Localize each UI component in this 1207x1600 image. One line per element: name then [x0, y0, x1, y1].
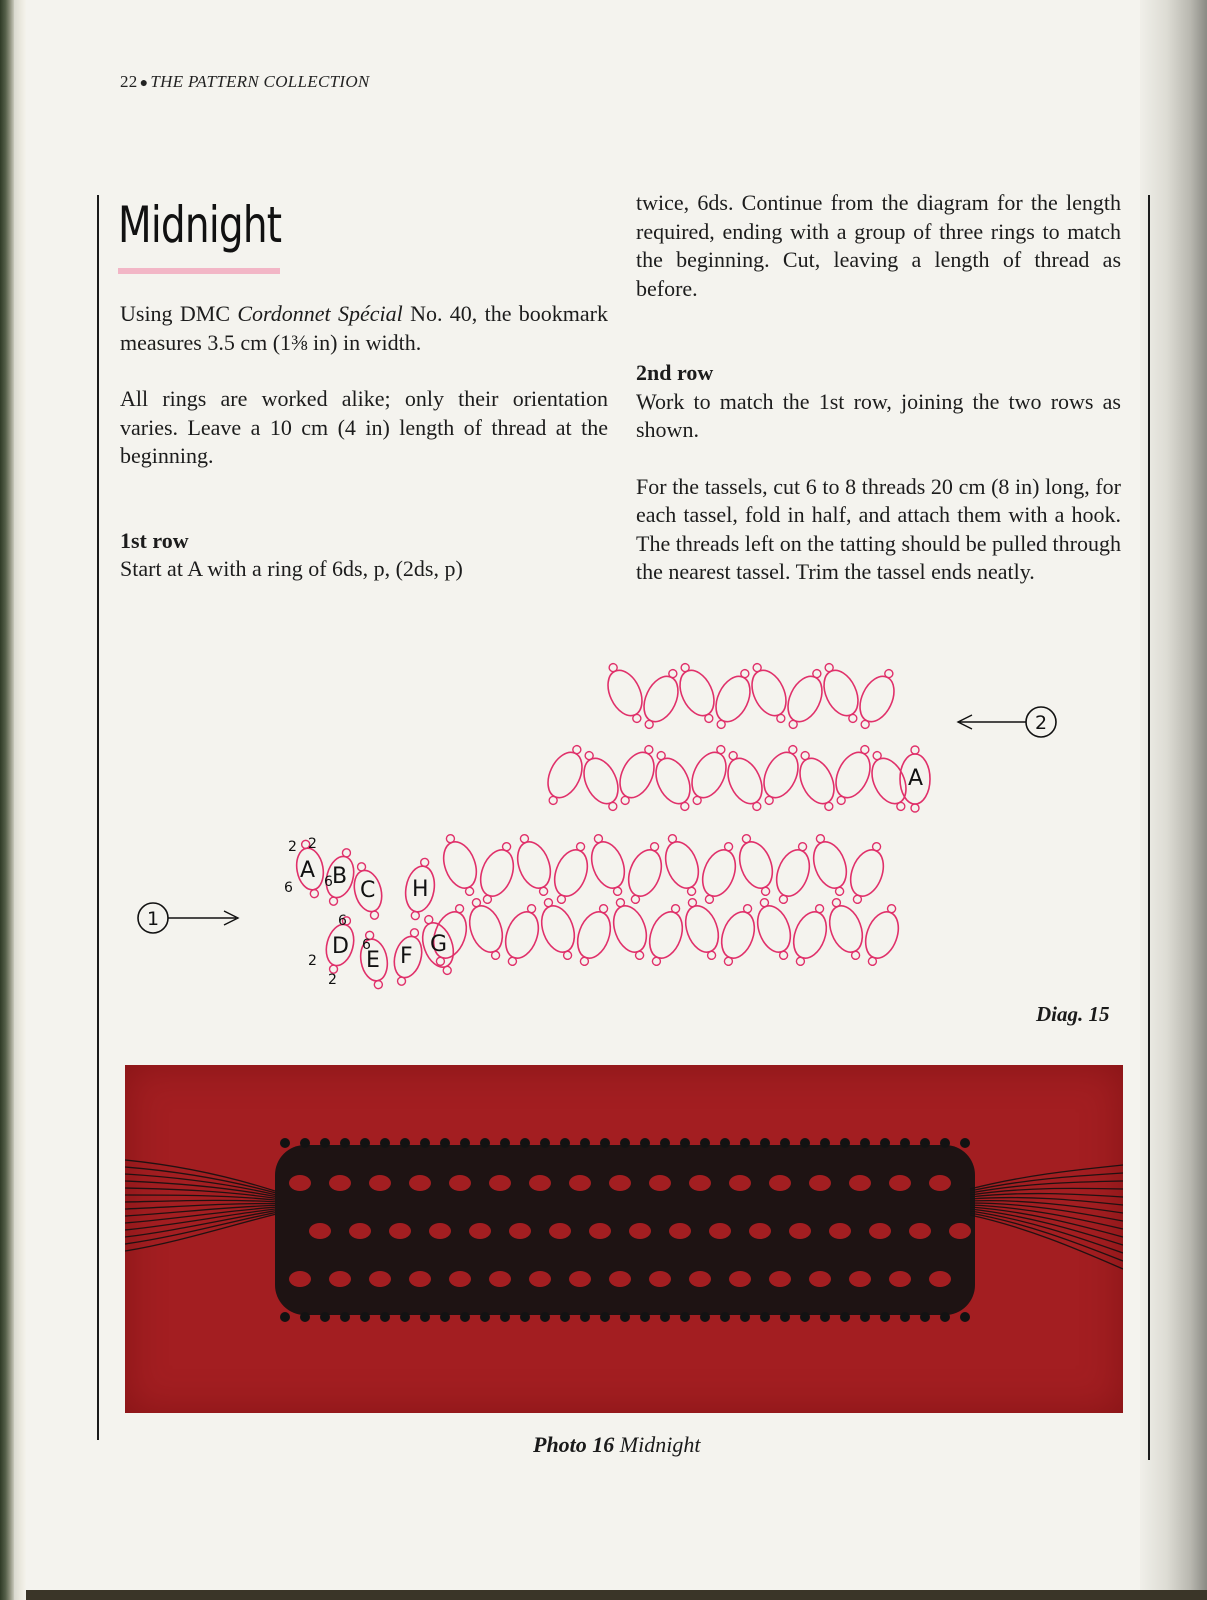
row1-text: Start at A with a ring of 6ds, p, (2ds, p)	[120, 556, 463, 581]
lace-picot	[900, 1138, 910, 1148]
lace-picot	[300, 1312, 310, 1322]
lace-hole	[409, 1175, 431, 1191]
diagram-ring-21	[749, 894, 799, 964]
page-number: 22	[120, 72, 138, 91]
lace-picot	[960, 1312, 970, 1322]
lace-picot	[420, 1138, 430, 1148]
lace-hole	[889, 1175, 911, 1191]
diagram-ring-24	[857, 900, 907, 970]
lace-hole	[769, 1175, 791, 1191]
lace-hole	[929, 1175, 951, 1191]
lace-hole	[489, 1271, 511, 1287]
diagram-rings	[292, 658, 930, 991]
diagram-ring-10	[805, 830, 855, 900]
title-underline-bar	[118, 268, 280, 274]
tatting-diagram	[120, 655, 1140, 1040]
diagram-ring-8	[731, 830, 781, 900]
lace-picot	[680, 1138, 690, 1148]
diagram-ring-16	[569, 900, 619, 970]
lace-picot	[820, 1312, 830, 1322]
lace-picot	[580, 1138, 590, 1148]
lace-hole	[349, 1223, 371, 1239]
lace-hole	[289, 1175, 311, 1191]
lace-hole	[849, 1175, 871, 1191]
bullet-icon: ●	[139, 76, 149, 91]
lace-picot	[660, 1138, 670, 1148]
lace-picot	[940, 1312, 950, 1322]
stitch-count-4: 6	[324, 874, 333, 890]
caption-number: Photo 16	[533, 1432, 615, 1457]
diagram-ring-9	[768, 838, 818, 908]
lace-hole	[829, 1223, 851, 1239]
stitch-count-3: 6	[284, 880, 293, 896]
ring-label-g: G	[430, 932, 448, 957]
lace-picot	[340, 1312, 350, 1322]
lace-picot	[920, 1312, 930, 1322]
section-title: THE PATTERN COLLECTION	[150, 72, 370, 91]
lace-picot	[860, 1312, 870, 1322]
intro-thread-name: Cordonnet Spécial	[237, 301, 403, 326]
lace-picot	[800, 1312, 810, 1322]
lace-hole	[449, 1271, 471, 1287]
photo-caption	[533, 1432, 700, 1458]
lace-picot	[940, 1138, 950, 1148]
ring-label-a: A	[300, 858, 316, 883]
lace-hole	[629, 1223, 651, 1239]
lace-hole	[709, 1223, 731, 1239]
lace-hole	[409, 1271, 431, 1287]
lace-picot	[560, 1312, 570, 1322]
lace-picot	[300, 1138, 310, 1148]
diagram-ring-17	[605, 894, 655, 964]
lace-picot	[580, 1312, 590, 1322]
tassel-thread-left	[125, 1209, 275, 1230]
row-1-marker-label: 1	[146, 908, 160, 930]
lace-picot	[380, 1312, 390, 1322]
lace-hole	[549, 1223, 571, 1239]
lace-hole	[389, 1223, 411, 1239]
diagram-ring-4	[583, 830, 633, 900]
tassel-thread-left	[125, 1213, 275, 1244]
rings-paragraph: All rings are worked alike; only their orientation varies. Leave a 10 cm (4 in) length of thread at the beginning.	[120, 386, 608, 468]
lace-bookmark	[275, 1138, 975, 1322]
ring-label-c: C	[360, 878, 376, 903]
ring-label-f: F	[400, 944, 413, 969]
lace-picot	[440, 1312, 450, 1322]
lace-hole	[509, 1223, 531, 1239]
lace-hole	[309, 1223, 331, 1239]
lace-hole	[809, 1271, 831, 1287]
left-column	[120, 300, 608, 584]
pattern-title: Midnight	[118, 196, 282, 254]
lace-picot	[400, 1138, 410, 1148]
page-edge-shadow	[1140, 0, 1207, 1600]
stitch-count-6: 2	[308, 953, 317, 969]
diagram-ring-15	[533, 894, 583, 964]
lace-picot	[880, 1312, 890, 1322]
stitch-count-5: 6	[338, 913, 347, 929]
lace-hole	[589, 1223, 611, 1239]
lace-hole	[869, 1223, 891, 1239]
tassel-thread-right	[970, 1165, 1123, 1189]
lace-hole	[729, 1271, 751, 1287]
lace-picot	[620, 1312, 630, 1322]
ring-labels	[284, 766, 923, 988]
ring-label-h: H	[412, 877, 429, 902]
lace-picot	[780, 1312, 790, 1322]
right-column-rule	[1148, 195, 1150, 1460]
lace-picot	[360, 1138, 370, 1148]
ring-label-a-row2: A	[908, 766, 924, 791]
diagram-ring-1	[472, 838, 522, 908]
lace-hole	[569, 1271, 591, 1287]
lace-picot	[840, 1312, 850, 1322]
lace-picot	[460, 1312, 470, 1322]
lace-picot	[920, 1138, 930, 1148]
tassels-paragraph: For the tassels, cut 6 to 8 threads 20 cm (8 in) long, for each tassel, fold in half, and attach them with a hook. The threads left on the tatting should be pulled through the nearest tassel. Trim the tassel ends neatly.	[636, 473, 1121, 584]
lace-hole	[449, 1175, 471, 1191]
bookmark-photo	[125, 1065, 1123, 1413]
diagram-ring-11	[842, 838, 892, 908]
left-column-rule	[97, 195, 99, 1440]
bookmark-photo-image	[125, 1065, 1123, 1413]
lace-hole	[649, 1271, 671, 1287]
lace-picot	[740, 1138, 750, 1148]
lace-picot	[520, 1138, 530, 1148]
diagram-ring-2	[509, 830, 559, 900]
lace-hole	[609, 1271, 631, 1287]
diagram-ring-22	[785, 900, 835, 970]
lace-picot	[680, 1312, 690, 1322]
lace-hole	[329, 1271, 351, 1287]
page-bottom-edge	[26, 1590, 1207, 1600]
ring-label-e: E	[366, 948, 380, 973]
lace-picot	[540, 1138, 550, 1148]
tassel-thread-right	[970, 1194, 1123, 1197]
stitch-count-1: 2	[288, 839, 297, 855]
stitch-count-7: 2	[328, 972, 337, 988]
lace-hole	[889, 1271, 911, 1287]
lace-hole	[929, 1271, 951, 1287]
lace-picot	[700, 1138, 710, 1148]
lace-hole	[689, 1175, 711, 1191]
running-head	[120, 72, 370, 92]
diagram-ring-13	[461, 894, 511, 964]
lace-picot	[720, 1312, 730, 1322]
diagram-ring-0	[435, 830, 485, 900]
lace-picot	[400, 1312, 410, 1322]
diagram-ring-6	[657, 830, 707, 900]
lace-hole	[609, 1175, 631, 1191]
lace-hole	[849, 1271, 871, 1287]
lace-picot	[320, 1312, 330, 1322]
book-spine	[0, 0, 14, 1600]
lace-picot	[860, 1138, 870, 1148]
intro-text-2: No. 40, the bookmark measures 3.5 cm (1⅜ in) in width.	[120, 301, 609, 355]
lace-picot	[740, 1312, 750, 1322]
lace-hole	[429, 1223, 451, 1239]
row1-heading: 1st row	[120, 527, 189, 553]
lace-picot	[380, 1138, 390, 1148]
lace-picot	[480, 1138, 490, 1148]
lace-picot	[820, 1138, 830, 1148]
row2-heading: 2nd row	[636, 360, 714, 385]
lace-hole	[689, 1271, 711, 1287]
row2-text: Work to match the 1st row, joining the two rows as shown.	[636, 388, 1121, 442]
diagram-label: Diag. 15	[1036, 1002, 1110, 1026]
lace-hole	[529, 1271, 551, 1287]
ring-label-b: B	[332, 864, 348, 889]
lace-hole	[649, 1175, 671, 1191]
diagram-ring-23	[821, 894, 871, 964]
lace-hole	[529, 1175, 551, 1191]
lace-picot	[640, 1312, 650, 1322]
diagram-ring-19	[677, 894, 727, 964]
lace-hole	[489, 1175, 511, 1191]
lace-hole	[729, 1175, 751, 1191]
row-2-marker	[958, 707, 1056, 737]
right-column	[636, 189, 1121, 587]
book-gutter	[14, 0, 26, 1600]
lace-picot	[500, 1138, 510, 1148]
row1-continued: twice, 6ds. Continue from the diagram for the length required, ending with a group of three rings to match the beginning. Cut, leaving a length of thread as before.	[636, 190, 1121, 301]
lace-hole	[769, 1271, 791, 1287]
lace-picot	[460, 1138, 470, 1148]
diagram-ring-5	[620, 838, 670, 908]
lace-hole	[669, 1223, 691, 1239]
diagram-ring-14	[497, 900, 547, 970]
lace-picot	[360, 1312, 370, 1322]
stitch-count-2: 2	[308, 836, 317, 852]
lace-hole	[909, 1223, 931, 1239]
lace-picot	[660, 1312, 670, 1322]
lace-picot	[900, 1312, 910, 1322]
lace-hole	[789, 1223, 811, 1239]
lace-picot	[480, 1312, 490, 1322]
lace-hole	[569, 1175, 591, 1191]
lace-picot	[320, 1138, 330, 1148]
lace-picot	[800, 1138, 810, 1148]
lace-picot	[600, 1312, 610, 1322]
intro-paragraph	[120, 300, 608, 357]
lace-picot	[960, 1138, 970, 1148]
lace-picot	[640, 1138, 650, 1148]
lace-hole	[469, 1223, 491, 1239]
lace-picot	[540, 1312, 550, 1322]
lace-hole	[809, 1175, 831, 1191]
lace-picot	[880, 1138, 890, 1148]
lace-picot	[420, 1312, 430, 1322]
row-2-marker-label: 2	[1034, 712, 1048, 734]
lace-hole	[749, 1223, 771, 1239]
lace-picot	[600, 1138, 610, 1148]
diagram-ring-18	[641, 900, 691, 970]
caption-title: Midnight	[619, 1432, 701, 1457]
lace-picot	[760, 1138, 770, 1148]
lace-picot	[760, 1312, 770, 1322]
lace-hole	[949, 1223, 971, 1239]
lace-picot	[700, 1312, 710, 1322]
lace-hole	[329, 1175, 351, 1191]
stitch-count-8: 6	[362, 937, 371, 953]
diagram-ring-20	[713, 900, 763, 970]
lace-picot	[720, 1138, 730, 1148]
tassel-thread-left	[125, 1200, 275, 1202]
lace-picot	[280, 1138, 290, 1148]
ring-label-d: D	[332, 934, 349, 959]
diagram-ring-7	[694, 838, 744, 908]
lace-picot	[440, 1138, 450, 1148]
lace-hole	[289, 1271, 311, 1287]
lace-picot	[340, 1138, 350, 1148]
lace-picot	[840, 1138, 850, 1148]
lace-picot	[520, 1312, 530, 1322]
lace-hole	[369, 1175, 391, 1191]
lace-picot	[500, 1312, 510, 1322]
lace-picot	[560, 1138, 570, 1148]
lace-picot	[280, 1312, 290, 1322]
lace-picot	[780, 1138, 790, 1148]
diagram-ring-3	[546, 838, 596, 908]
diagram-ring-35	[598, 658, 652, 729]
lace-picot	[620, 1138, 630, 1148]
row-1-marker	[138, 903, 238, 933]
intro-text-1: Using DMC	[120, 301, 231, 326]
lace-hole	[369, 1271, 391, 1287]
